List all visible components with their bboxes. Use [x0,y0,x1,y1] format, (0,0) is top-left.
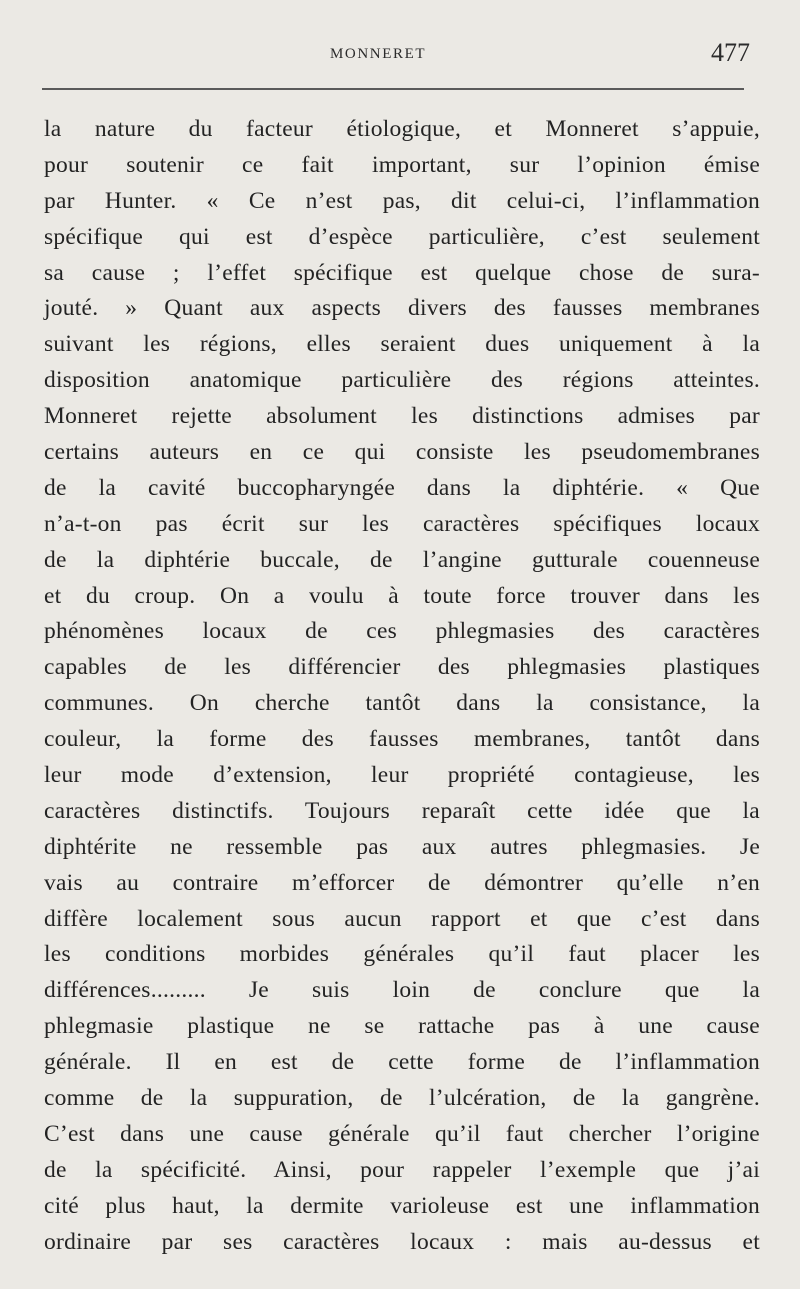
text-line: la nature du facteur étiologique, et Monneret s’appuie, [44,116,760,142]
running-title: MONNERET [330,46,427,62]
text-line: de la cavité buccopharyngée dans la diphtérie. « Que [44,474,760,501]
text-line: pour soutenir ce fait important, sur l’opinion émise [44,151,760,178]
text-line: générale. Il en est de cette forme de l’inflammation [44,1049,760,1076]
text-line: spécifique qui est d’espèce particulière, c’est seulement [44,223,760,250]
text-line: de la diphtérie buccale, de l’angine gutturale couenneuse [44,546,760,573]
text-line: sa cause ; l’effet spécifique est quelque chose de sura- [44,259,760,286]
text-line: n’a-t-on pas écrit sur les caractères spécifiques locaux [44,510,760,537]
text-line: différences......... Je suis loin de conclure que la [44,977,760,1004]
page-header [0,40,800,70]
text-line: suivant les régions, elles seraient dues uniquement à la [44,331,760,358]
text-line: caractères distinctifs. Toujours reparaît cette idée que la [44,797,760,824]
text-line: phlegmasie plastique ne se rattache pas à une cause [44,1013,760,1040]
text-line: par Hunter. « Ce n’est pas, dit celui-ci, l’inflammation [44,187,760,214]
text-line: de la spécificité. Ainsi, pour rappeler l’exemple que j’ai [44,1156,760,1183]
text-line: diffère localement sous aucun rapport et que c’est dans [44,905,760,932]
text-line: C’est dans une cause générale qu’il faut chercher l’origine [44,1120,760,1147]
text-line: les conditions morbides générales qu’il faut placer les [44,941,760,968]
text-line: disposition anatomique particulière des régions atteintes. [44,367,760,394]
text-line: couleur, la forme des fausses membranes, tantôt dans [44,726,760,753]
text-line: Monneret rejette absolument les distinctions admises par [44,403,760,430]
text-line: phénomènes locaux de ces phlegmasies des caractères [44,618,760,645]
header-rule [42,88,744,90]
text-line: communes. On cherche tantôt dans la consistance, la [44,690,760,717]
text-line: vais au contraire m’efforcer de démontrer qu’elle n’en [44,869,760,896]
text-line: cité plus haut, la dermite varioleuse est une inflammation [44,1192,760,1219]
text-line: diphtérite ne ressemble pas aux autres phlegmasies. Je [44,833,760,860]
text-line: ordinaire par ses caractères locaux : mais au-dessus et [44,1228,760,1255]
text-line: et du croup. On a voulu à toute force trouver dans les [44,582,760,609]
text-line: certains auteurs en ce qui consiste les pseudomembranes [44,439,760,466]
text-line: jouté. » Quant aux aspects divers des fausses membranes [44,295,760,322]
text-line: comme de la suppuration, de l’ulcération, de la gangrène. [44,1085,760,1112]
text-line: leur mode d’extension, leur propriété contagieuse, les [44,762,760,789]
text-line: capables de les différencier des phlegmasies plastiques [44,654,760,681]
body-text [44,112,760,1261]
page-number: 477 [711,38,750,67]
